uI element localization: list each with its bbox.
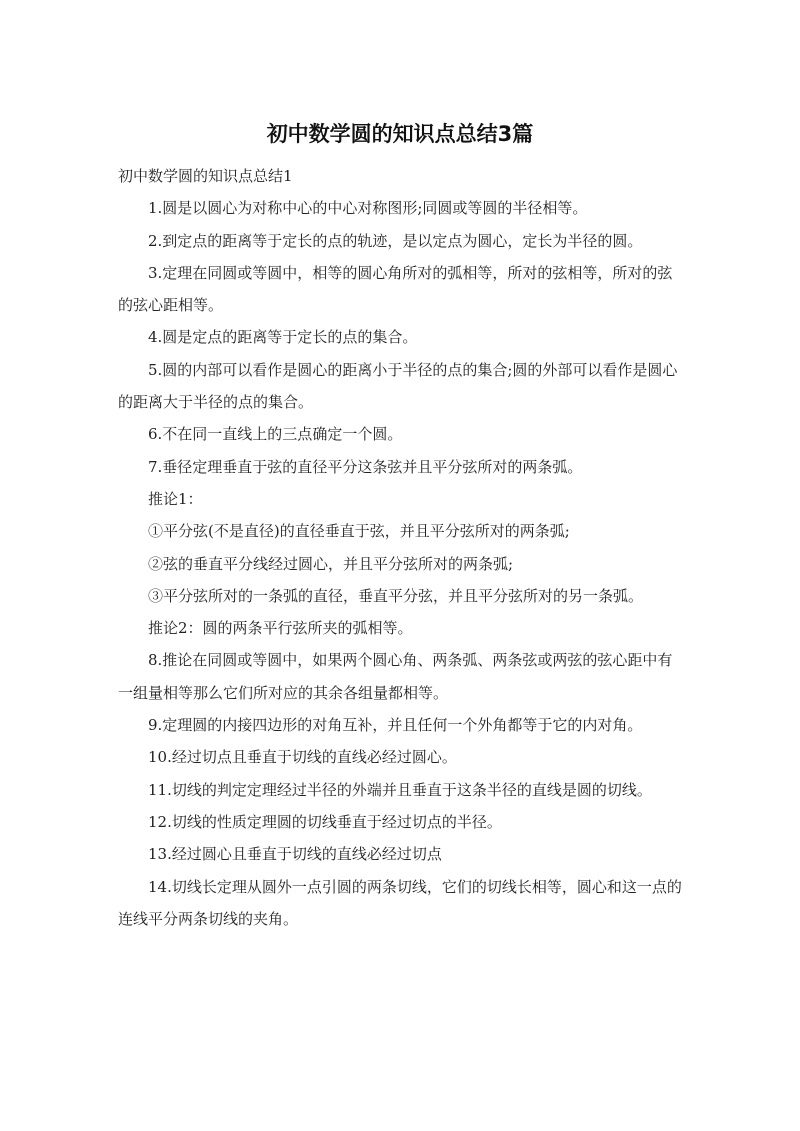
paragraph-item-13: 13.经过圆心且垂直于切线的直线必经过切点 [148,845,442,864]
corollary-1-item-1: ①平分弦(不是直径)的直径垂直于弦，并且平分弦所对的两条弧; [148,522,570,541]
document-body [118,160,684,935]
paragraph-item-2: 2.到定点的距离等于定长的点的轨迹，是以定点为圆心，定长为半径的圆。 [148,231,643,250]
paragraph-item-3: 3.定理在同圆或等圆中，相等的圆心角所对的弧相等，所对的弦相等，所对的弦的弦心距相等。 [118,263,673,315]
paragraph-item-8: 8.推论在同圆或等圆中，如果两个圆心角、两条弧、两条弦或两弦的弦心距中有一组量相等那么它们所对应的其余各组量都相等。 [118,651,673,702]
paragraph-item-4: 4.圆是定点的距离等于定长的点的集合。 [148,328,418,347]
paragraph-item-1: 1.圆是以圆心为对称中心的中心对称图形;同圆或等圆的半径相等。 [148,199,588,218]
corollary-1-heading: 推论1： [148,489,203,508]
section-heading: 初中数学圆的知识点总结1 [118,167,293,185]
paragraph-item-12: 12.切线的性质定理圆的切线垂直于经过切点的半径。 [148,812,502,831]
paragraph-item-14: 14.切线长定理从圆外一点引圆的两条切线，它们的切线长相等，圆心和这一点的连线平分两条切线的夹角。 [118,877,682,928]
corollary-2: 推论2：圆的两条平行弦所夹的弧相等。 [148,619,413,638]
paragraph-item-9: 9.定理圆的内接四边形的对角互补，并且任何一个外角都等于它的内对角。 [148,716,643,735]
paragraph-item-10: 10.经过切点且垂直于切线的直线必经过圆心。 [148,748,457,767]
paragraph-item-6: 6.不在同一直线上的三点确定一个圆。 [148,425,403,444]
corollary-1-item-3: ③平分弦所对的一条弧的直径，垂直平分弦，并且平分弦所对的另一条弧。 [148,586,644,605]
paragraph-item-5: 5.圆的内部可以看作是圆心的距离小于半径的点的集合;圆的外部可以看作是圆心的距离大于半径的点的集合。 [118,360,678,412]
corollary-1-item-2: ②弦的垂直平分线经过圆心，并且平分弦所对的两条弧; [148,554,514,573]
paragraph-item-7: 7.垂径定理垂直于弦的直径平分这条弦并且平分弦所对的两条弧。 [148,457,583,476]
document-title: 初中数学圆的知识点总结3篇 [266,122,534,146]
paragraph-item-11: 11.切线的判定定理经过半径的外端并且垂直于这条半径的直线是圆的切线。 [148,780,652,799]
